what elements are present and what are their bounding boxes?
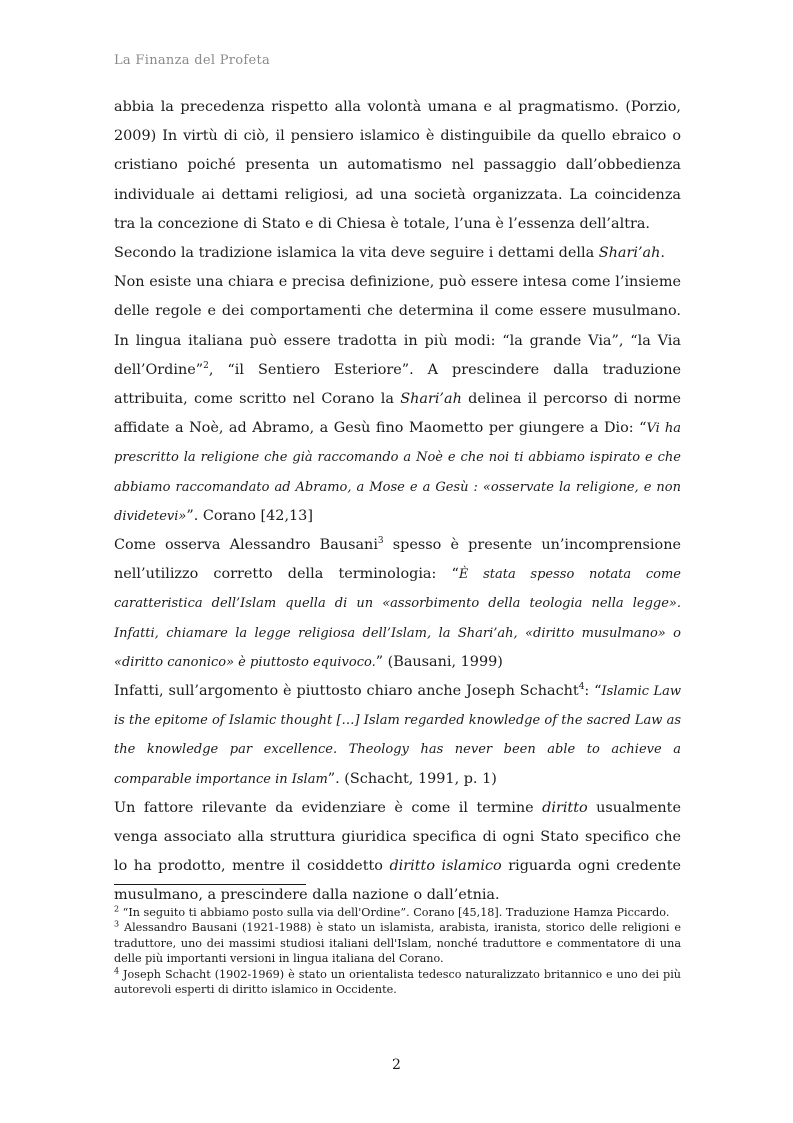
term-shariah: Shari’ah (598, 245, 661, 262)
footnote-separator (114, 884, 306, 885)
term-shariah: Shari’ah (400, 391, 462, 408)
quran-quote: Vi ha prescritto la religione che già raccomando a Noè e che noi ti abbiamo ispirato e che abbiamo raccomandato ad Abramo, a Mose e a Gesù : «osservate la religione, e non dividetevi» (114, 421, 681, 524)
term-diritto-islamico: diritto islamico (389, 858, 502, 875)
schacht-quote: Islamic Law is the epitome of Islamic thought […] Islam regarded knowledge of the sacred Law as the knowledge par excellence. Theology has never been able to achieve a comparable importance in Islam (114, 684, 682, 787)
paragraph-4: Come osserva Alessandro Bausani$^3$ spesso è presente un’incomprensione nell’utilizzo corretto della terminologia: “È stata spesso notata come caratteristica dell’Islam quella di un «assorbimento della teologia nella legge». Infatti, chiamare la legge religiosa dell’Islam, la Shari’ah, «diritto musulmano» o «diritto canonico» è piuttosto equivoco.” (Bausani, 1999) (114, 536, 681, 670)
footnote-ref-2: 2 (203, 361, 209, 372)
paragraph-3: Non esiste una chiara e precisa definizione, può essere intesa come l’insieme delle regole e dei comportamenti che determina il come essere musulmano. In lingua italiana può essere tradotta in più modi: “la grande Via”, “la Via dell’Ordine”$^2$, “il Sentiero Esteriore”. A prescindere dalla traduzione attribuita, come scritto nel Corano la Shari’ah delinea il percorso di norme affidate a Noè, ad Abramo, a Gesù fino Maometto per giungere a Dio: “Vi ha prescritto la religione che già raccomando a Noè e che noi ti abbiamo ispirato e che abbiamo raccomandato ad Abramo, a Mose e a Gesù : «osservate la religione, e non dividetevi»”. Corano [42,13] (114, 274, 681, 524)
page-number: 2 (392, 1057, 401, 1073)
footnote-ref-4: 4 (578, 682, 585, 693)
footnote-number: 3 (114, 919, 120, 929)
footnote-2: $^2$ “In seguito ti abbiamo posto sulla via dell'Ordine”. Corano [45,18]. Traduzione Hamza Piccardo. (114, 904, 670, 919)
footnote-number: 4 (114, 965, 120, 975)
paragraph-6: Un fattore rilevante da evidenziare è come il termine diritto usualmente venga associato alla struttura giuridica specifica di ogni Stato specifico che lo ha prodotto, mentre il cosiddetto diritto islamico riguarda ogni credente musulmano, a prescindere dalla nazione o dall’etnia. (114, 799, 681, 904)
term-diritto: diritto (542, 799, 588, 816)
footnote-ref-3: 3 (377, 536, 384, 547)
paragraph-2: Secondo la tradizione islamica la vita deve seguire i dettami della Shari’ah. (114, 245, 665, 262)
footnote-4: $^4$ Joseph Schacht (1902-1969) è stato un orientalista tedesco naturalizzato britannico e uno dei più autorevoli esperti di diritto islamico in Occidente. (114, 965, 681, 997)
footnotes (114, 905, 681, 997)
bausani-quote: È stata spesso notata come caratteristica dell’Islam quella di un «assorbimento della teologia nella legge». Infatti, chiamare la legge religiosa dell’Islam, la Shari’ah, «diritto musulmano» o «diritto canonico» è piuttosto equivoco. (114, 567, 681, 670)
footnote-number: 2 (114, 904, 120, 914)
footnote-3: $^3$ Alessandro Bausani (1921-1988) è stato un islamista, arabista, iranista, storico delle religioni e traduttore, uno dei massimi studiosi italiani dell'Islam, nonché traduttore e commentatore di una delle più importanti versioni in lingua italiana del Corano. (114, 919, 681, 966)
paragraph-5: Infatti, sull’argomento è piuttosto chiaro anche Joseph Schacht$^4$: “Islamic Law is the epitome of Islamic thought […] Islam regarded knowledge of the sacred Law as the knowledge par excellence. Theology has never been able to achieve a comparable importance in Islam”. (Schacht, 1991, p. 1) (114, 682, 682, 787)
running-header: La Finanza del Profeta (114, 53, 271, 68)
paragraph-1: abbia la precedenza rispetto alla volontà umana e al pragmatismo. (Porzio, 2009) In virtù di ciò, il pensiero islamico è distinguibile da quello ebraico o cristiano poiché presenta un automatismo nel passaggio dall’obbedienza individuale ai dettami religiosi, ad una società organizzata. La coincidenza tra la concezione di Stato e di Chiesa è totale, l’una è l’essenza dell’altra. (114, 99, 681, 232)
